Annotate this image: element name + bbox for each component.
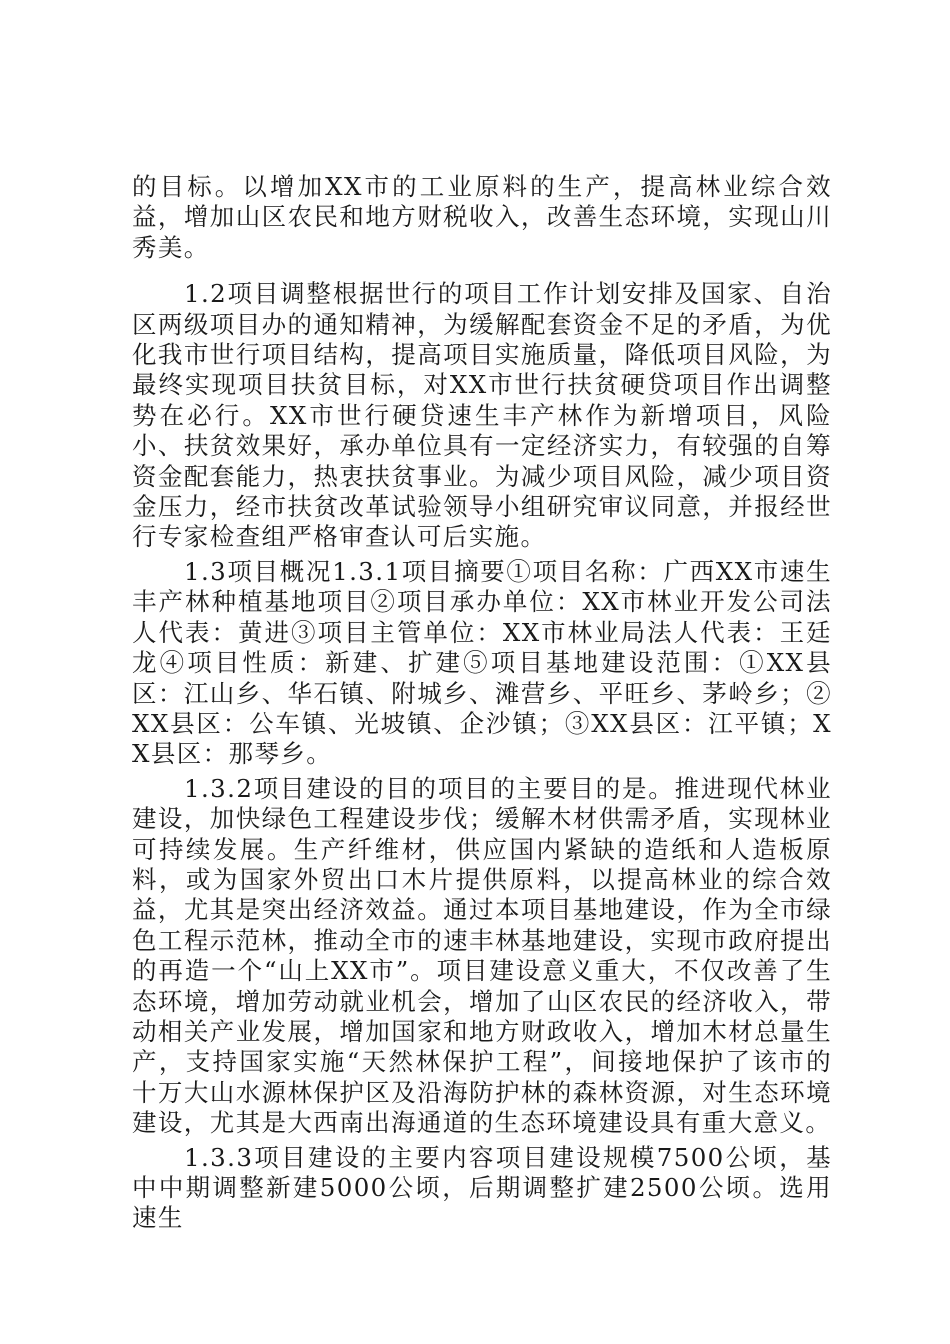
document-body	[132, 172, 832, 1234]
paragraph-project-goal: 的目标。以增加XX市的工业原料的生产，提高林业综合效益，增加山区农民和地方财税收入，改善生态环境，实现山川秀美。	[132, 172, 832, 262]
paragraph-project-adjustment: 1.2项目调整根据世行的项目工作计划安排及国家、自治区两级项目办的通知精神，为缓解配套资金不足的矛盾，为优化我市世行项目结构，提高项目实施质量，降低项目风险，为最终实现项目扶贫目标，对XX市世行扶贫硬贷项目作出调整势在必行。XX市世行硬贷速生丰产林作为新增项目，风险小、扶贫效果好，承办单位具有一定经济实力，有较强的自筹资金配套能力，热衷扶贫事业。为减少项目风险，减少项目资金压力，经市扶贫改革试验领导小组研究审议同意，并报经世行专家检查组严格审查认可后实施。	[132, 279, 832, 552]
paragraph-project-purpose: 1.3.2项目建设的目的项目的主要目的是。推进现代林业建设，加快绿色工程建设步伐；缓解木材供需矛盾，实现林业可持续发展。生产纤维材，供应国内紧缺的造纸和人造板原料，或为国家外贸出口木片提供原料，以提高林业的综合效益，尤其是突出经济效益。通过本项目基地建设，作为全市绿色工程示范林，推动全市的速丰林基地建设，实现市政府提出的再造一个“山上XX市”。项目建设意义重大，不仅改善了生态环境，增加劳动就业机会，增加了山区农民的经济收入，带动相关产业发展，增加国家和地方财政收入，增加木材总量生产，支持国家实施“天然林保护工程”，间接地保护了该市的十万大山水源林保护区及沿海防护林的森林资源，对生态环境建设，尤其是大西南出海通道的生态环境建设具有重大意义。	[132, 773, 832, 1138]
paragraph-project-overview: 1.3项目概况1.3.1项目摘要①项目名称：广西XX市速生丰产林种植基地项目②项目承办单位：XX市林业开发公司法人代表：黄进③项目主管单位：XX市林业局法人代表：王廷龙④项目性质：新建、扩建⑤项目基地建设范围：①XX县区：江山乡、华石镇、附城乡、滩营乡、平旺乡、茅岭乡；②XX县区：公车镇、光坡镇、企沙镇；③XX县区：江平镇；XX县区：那琴乡。	[132, 556, 832, 769]
paragraph-project-content: 1.3.3项目建设的主要内容项目建设规模7500公顷，基中中期调整新建5000公顷，后期调整扩建2500公顷。选用速生	[132, 1142, 832, 1233]
